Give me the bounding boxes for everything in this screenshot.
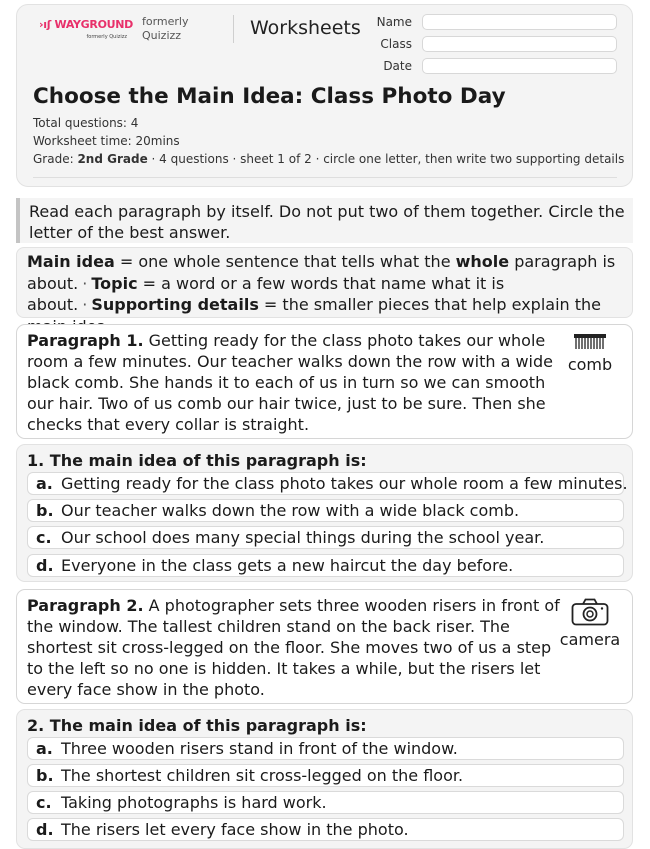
header-divider <box>233 15 234 43</box>
logo-subtext: formerly Quizizz <box>86 34 127 40</box>
definitions-box: Main idea = one whole sentence that tells what the whole paragraph is about. · Topic = a word or a few words that name what it is about. · Supporting details = the smaller pieces that help explain the <box>16 247 633 318</box>
question-2-card <box>16 709 633 849</box>
paragraph-1-card <box>16 324 633 439</box>
question-1-option-d[interactable]: d. Everyone in the class gets a new haircut the day before. <box>27 554 624 577</box>
paragraph-2-card <box>16 589 633 704</box>
header-rule <box>33 177 617 178</box>
worksheet-title: Choose the Main Idea: Class Photo Day <box>33 84 506 109</box>
name-field[interactable] <box>422 14 617 30</box>
date-label: Date <box>383 59 412 73</box>
question-2-prompt: 2. The main idea of this paragraph is: <box>27 716 367 735</box>
comb-label: comb <box>567 355 613 374</box>
def-term-main-idea: Main idea <box>27 252 115 271</box>
grade-value: 2nd Grade <box>77 152 148 166</box>
name-label: Name <box>376 15 412 29</box>
question-2-option-a[interactable]: a. Three wooden risers stand in front of the window. <box>27 737 624 760</box>
paragraph-2-text: Paragraph 2. A photographer sets three wooden risers in front of the window. The tallest children stand on the back riser. The shortest sit cross-legged on the floor. She moves two of us a step to the left so no one is hidden. It takes a while, but the risers let every face show in the photo. <box>27 596 560 699</box>
camera-label: camera <box>559 630 621 649</box>
total-questions: Total questions: 4 <box>33 116 139 130</box>
paragraph-2-label: Paragraph 2. <box>27 596 144 615</box>
question-1-prompt: 1. The main idea of this paragraph is: <box>27 451 367 470</box>
class-field[interactable] <box>422 36 617 52</box>
comb-icon <box>573 333 607 351</box>
question-1-card <box>16 444 633 582</box>
logo-wordmark: ›ıʃ WAYGROUND <box>39 18 133 31</box>
def-term-topic: Topic <box>91 273 138 293</box>
def-term-supporting-details: Supporting details <box>91 295 259 314</box>
question-2-option-b[interactable]: b. The shortest children sit cross-legged on the floor. <box>27 764 624 787</box>
question-2-option-d[interactable]: d. The risers let every face show in the photo. <box>27 818 624 841</box>
worksheet-time: Worksheet time: 20mins <box>33 134 180 148</box>
wayground-logo <box>39 18 133 40</box>
camera-icon <box>571 598 609 626</box>
grade-line: Grade: 2nd Grade · 4 questions · sheet 1 of 2 · circle one letter, then write two supporting details <box>33 152 625 166</box>
instructions: Read each paragraph by itself. Do not put two of them together. Circle the letter of the best answer. <box>16 198 633 243</box>
paragraph-1-text: Paragraph 1. Getting ready for the class photo takes our whole room a few minutes. Our teacher walks down the row with a wide black comb. She hands it to each of us in turn so we can smooth our hair. Two of us comb our hair twice, just to be sure. Then she checks that every collar is straight. <box>27 331 553 434</box>
question-1-option-b[interactable]: b. Our teacher walks down the row with a wide black comb. <box>27 499 624 522</box>
formerly-label: formerly Quizizz <box>142 15 189 42</box>
logo-mark-icon: ›ıʃ <box>39 18 55 31</box>
class-label: Class <box>380 37 412 51</box>
question-1-option-a[interactable]: a. Getting ready for the class photo takes our whole room a few minutes. <box>27 472 624 495</box>
question-1-option-c[interactable]: c. Our school does many special things during the school year. <box>27 526 624 549</box>
question-2-option-c[interactable]: c. Taking photographs is hard work. <box>27 791 624 814</box>
paragraph-1-label: Paragraph 1. <box>27 331 144 350</box>
date-field[interactable] <box>422 58 617 74</box>
paragraph-1-illustration <box>558 333 622 374</box>
doc-type-title: Worksheets <box>250 17 361 39</box>
worksheet-header <box>16 4 633 187</box>
paragraph-2-illustration <box>558 598 622 649</box>
